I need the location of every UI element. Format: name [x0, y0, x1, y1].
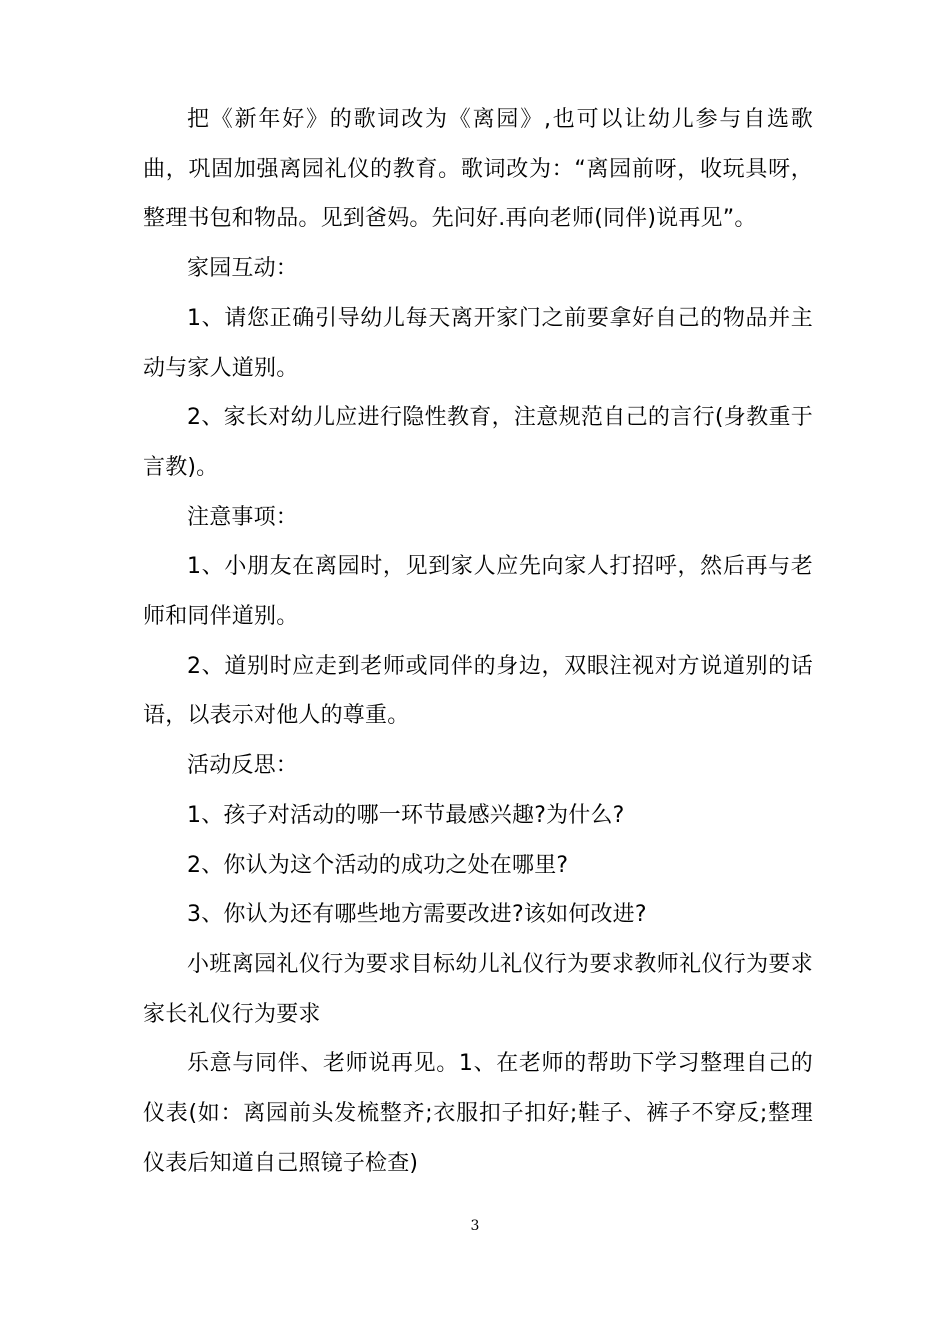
page-number: 3	[470, 1218, 480, 1234]
paragraph-etiquette-requirements: 乐意与同伴、老师说再见。1、在老师的帮助下学习整理自己的仪表(如：离园前头发梳整齐;衣服扣子扣好;鞋子、裤子不穿反;整理仪表后知道自己照镜子检查)	[143, 1051, 813, 1176]
heading-home-school-interaction: 家园互动：	[187, 256, 299, 282]
heading-activity-reflection: 活动反思：	[187, 753, 299, 779]
heading-notes: 注意事项：	[187, 504, 299, 530]
paragraph-reflection-item-3: 3、你认为还有哪些地方需要改进?该如何改进?	[187, 902, 647, 928]
document-body	[143, 95, 813, 1188]
paragraph-reflection-item-1: 1、孩子对活动的哪一环节最感兴趣?为什么?	[187, 802, 625, 828]
paragraph-song-lyrics: 把《新年好》的歌词改为《离园》,也可以让幼儿参与自选歌曲，巩固加强离园礼仪的教育。歌词改为：“离园前呀，收玩具呀，整理书包和物品。见到爸妈。先问好.再向老师(同伴)说再见”。	[143, 107, 813, 232]
paragraph-notes-item-1: 1、小朋友在离园时，见到家人应先向家人打招呼，然后再与老师和同伴道别。	[143, 554, 813, 630]
paragraph-notes-item-2: 2、道别时应走到老师或同伴的身边，双眼注视对方说道别的话语，以表示对他人的尊重。	[143, 653, 813, 729]
paragraph-etiquette-table-header: 小班离园礼仪行为要求目标幼儿礼仪行为要求教师礼仪行为要求家长礼仪行为要求	[143, 951, 813, 1027]
paragraph-interaction-item-1: 1、请您正确引导幼儿每天离开家门之前要拿好自己的物品并主动与家人道别。	[143, 305, 813, 381]
paragraph-interaction-item-2: 2、家长对幼儿应进行隐性教育，注意规范自己的言行(身教重于言教)。	[143, 405, 813, 480]
paragraph-reflection-item-2: 2、你认为这个活动的成功之处在哪里?	[187, 852, 569, 878]
